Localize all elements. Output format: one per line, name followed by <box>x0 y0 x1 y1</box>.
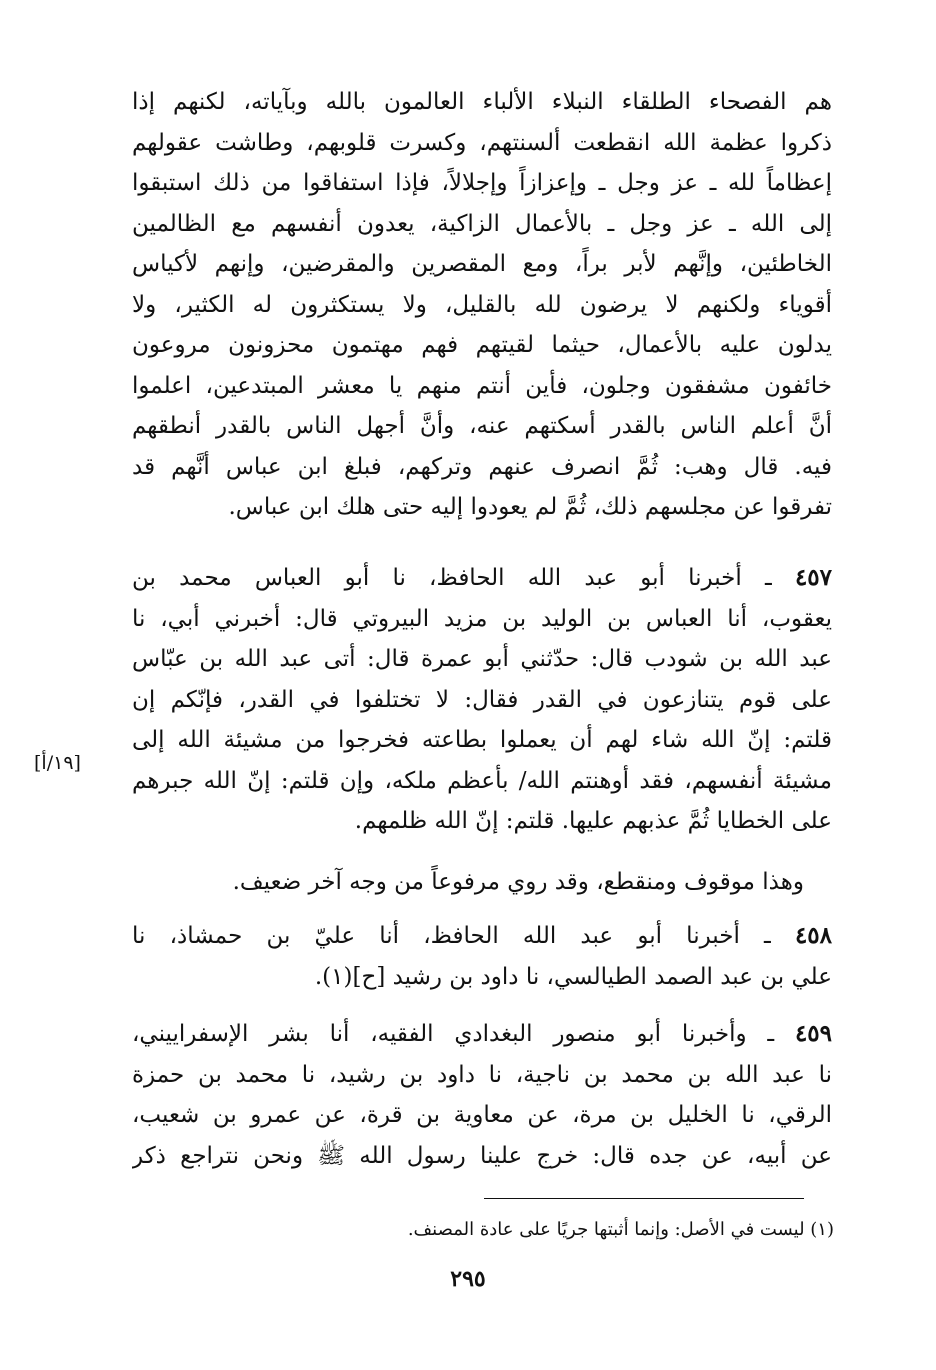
hadith-458 <box>132 916 832 997</box>
text-line: أقوياء ولكنهم لا يرضون لله بالقليل، ولا يستكثرون له الكثير، ولا <box>132 291 832 318</box>
hadith-457 <box>132 558 832 842</box>
text-line: يدلون عليه بالأعمال، حيثما لقيتهم فهم مهتمون محزونون مروعون <box>132 332 832 358</box>
text-line: وهذا موقوف ومنقطع، وقد روي مرفوعاً من وجه آخر ضعيف. <box>232 869 804 895</box>
paragraph-1 <box>132 82 832 528</box>
text-line: عن أبيه، عن جده قال: خرج علينا رسول الله ﷺ ونحن نتراجع ذكر <box>132 1142 832 1169</box>
hadith-459 <box>132 1014 832 1176</box>
footnote: (١) ليست في الأصل: وإنما أثبتها جريًا على عادة المصنف. <box>407 1219 834 1240</box>
text-line: عبد الله بن شودب قال: حدّثني أبو عمرة قال: أتى عبد الله بن عبّاس <box>132 646 832 672</box>
text-line: علي بن عبد الصمد الطيالسي، نا داود بن رشيد [ح](١). <box>314 963 832 990</box>
text-line: إلى الله ـ عز وجل ـ بالأعمال الزاكية، يعدون أنفسهم مع الظالمين <box>132 210 832 237</box>
text-line: ٤٥٧ ـ أخبرنا أبو عبد الله الحافظ، نا أبو العباس محمد بن <box>132 564 832 591</box>
page-number: ٢٩٥ <box>450 1266 486 1292</box>
text-line: مشيئة أنفسهم، فقد أوهنتم الله/ بأعظم ملكه، وإن قلتم: إنّ الله جبرهم <box>132 767 832 794</box>
text-line: فيه. قال وهب: ثُمَّ انصرف عنهم وتركهم، فبلغ ابن عباس أنَّهم قد <box>132 453 832 480</box>
text-line: على الخطايا ثُمَّ عذبهم عليها. قلتم: إنّ الله ظلمهم. <box>354 808 832 834</box>
text-line: هم الفصحاء الطلقاء النبلاء الألباء العالمون بالله وبآياته، لكنهم إذا <box>132 89 832 115</box>
text-line: يعقوب، أنا العباس بن الوليد بن مزيد البيروتي قال: أخبرني أبي، نا <box>132 605 832 632</box>
text-line: أنَّ أعلم الناس بالقدر أسكتهم عنه، وأنَّ أجهل الناس بالقدر أنطقهم <box>132 413 832 439</box>
text-line: الرقي، نا الخليل بن مرة، عن معاوية بن قرة، عن عمرو بن شعيب، <box>132 1102 832 1128</box>
footnote-divider <box>484 1198 804 1199</box>
text-line: ذكروا عظمة الله انقطعت ألسنتهم، وكسرت قلوبهم، وطاشت عقولهم <box>132 129 832 156</box>
text-line: قلتم: إنّ الله شاء لهم أن يعملوا بطاعته فخرجوا من مشيئة الله إلى <box>132 727 832 753</box>
text-line: ٤٥٨ ـ أخبرنا أبو عبد الله الحافظ، أنا عليّ بن حمشاذ، نا <box>132 922 832 949</box>
text-line: تفرقوا عن مجلسهم ذلك، ثُمَّ لم يعودوا إليه حتى هلك ابن عباس. <box>228 494 832 520</box>
hadith-number: ٤٥٩ <box>794 1020 832 1047</box>
text-line: ٤٥٩ ـ وأخبرنا أبو منصور البغدادي الفقيه، أنا بشر الإسفراييني، <box>132 1020 832 1047</box>
hadith-number: ٤٥٧ <box>794 564 832 591</box>
remark-paragraph <box>132 862 832 903</box>
text-line: الخاطئين، وإنَّهم لأبر براً، ومع المقصرين والمقرضين، وإنهم لأكياس <box>132 251 832 277</box>
text-line: نا عبد الله بن محمد بن ناجية، نا داود بن رشيد، نا محمد بن حمزة <box>132 1061 832 1088</box>
text-line: إعظاماً لله ـ عز وجل ـ وإعزازاً وإجلالاً، فإذا استفاقوا من ذلك استبقوا <box>132 170 832 196</box>
hadith-number: ٤٥٨ <box>794 922 832 949</box>
text-line: خائفون مشفقون وجلون، فأين أنتم منهم يا معشر المبتدعين، اعلموا <box>132 372 832 399</box>
manuscript-folio-marker: [١٩/أ] <box>34 752 81 774</box>
text-line: على قوم يتنازعون في القدر فقال: لا تختلفوا في القدر، فإنّكم إن <box>132 686 832 713</box>
